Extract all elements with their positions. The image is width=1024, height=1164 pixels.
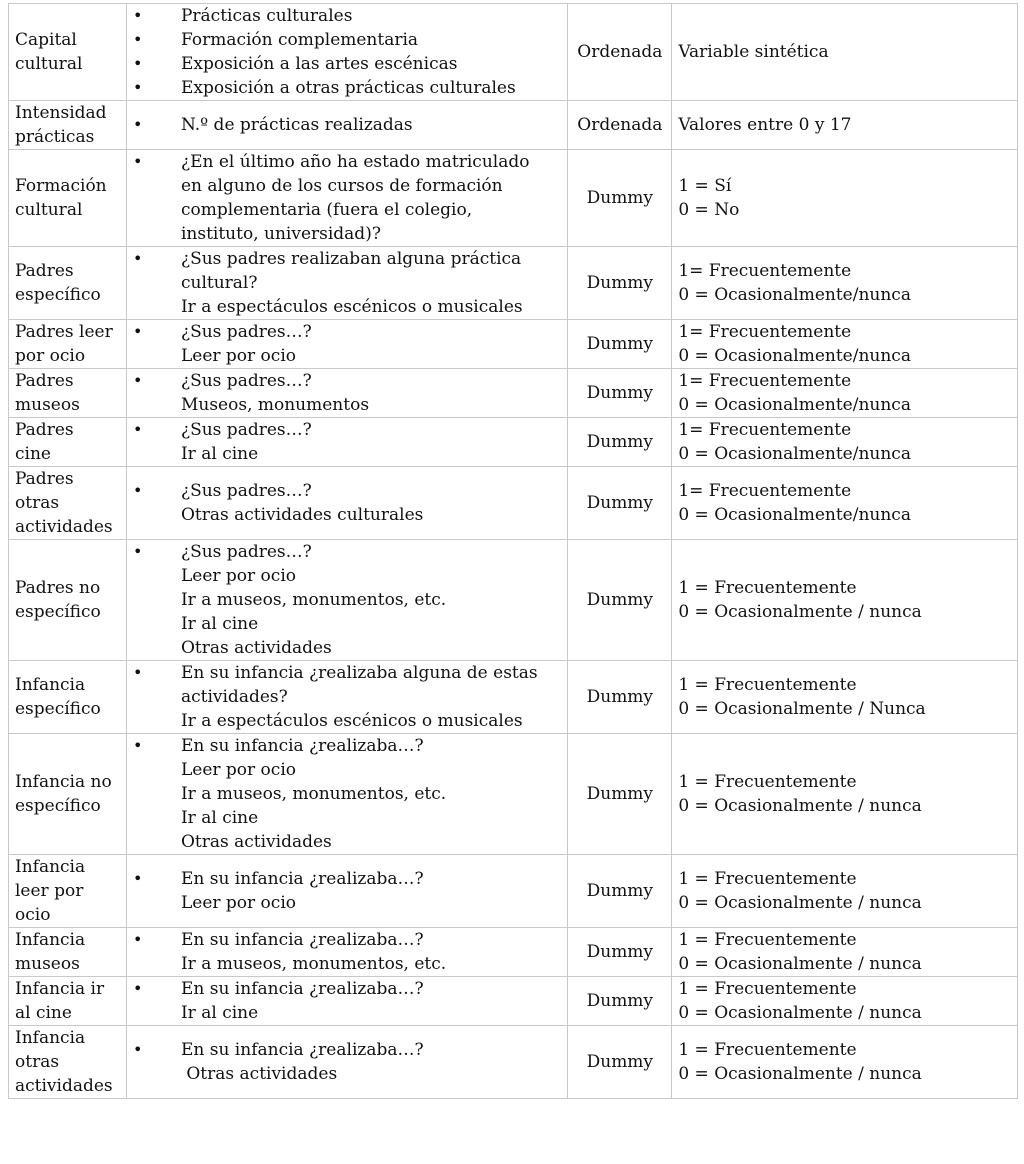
description-text: • N.º de prácticas realizadas [180, 115, 413, 135]
variable-name-line: actividades [15, 1076, 113, 1096]
variable-value-line: 1 = Frecuentemente [678, 772, 857, 792]
variable-name-cell [9, 418, 127, 467]
description-text: • ¿En el último año ha estado matriculado [180, 152, 530, 172]
variable-value-line: 1 = Frecuentemente [678, 578, 857, 598]
variable-name-line: otras [15, 493, 60, 513]
variable-name-cell [9, 540, 127, 661]
description-text: Ir al cine [180, 1003, 259, 1023]
table-row [9, 928, 1018, 977]
description-continuation-line [133, 891, 561, 915]
variable-value-line: 1= Frecuentemente [678, 371, 852, 391]
variable-name-line: actividades [15, 517, 113, 537]
description-continuation-line [133, 564, 561, 588]
description-list [133, 247, 561, 319]
description-text: Leer por ocio [180, 760, 296, 780]
description-text: • ¿Sus padres…? [180, 542, 312, 562]
description-text: • ¿Sus padres…? [180, 481, 312, 501]
description-bullet-item [133, 977, 561, 1001]
description-text: Leer por ocio [180, 566, 296, 586]
description-list [133, 928, 561, 976]
variable-values-cell [672, 467, 1018, 540]
description-bullet-item [133, 150, 561, 174]
description-continuation-line [133, 636, 561, 660]
description-text: Ir a museos, monumentos, etc. [180, 590, 447, 610]
description-text: Museos, monumentos [180, 395, 370, 415]
variable-value-line: Valores entre 0 y 17 [678, 115, 852, 135]
variable-name-cell [9, 4, 127, 101]
table-row [9, 4, 1018, 101]
variable-name-line: Intensidad [15, 103, 107, 123]
variable-name-line: Infancia [15, 675, 86, 695]
table-row [9, 661, 1018, 734]
variable-type-cell: Dummy [568, 540, 672, 661]
description-cell [126, 4, 567, 101]
description-cell [126, 928, 567, 977]
variable-name-line: Padres [15, 469, 74, 489]
variable-value-line: 1 = Frecuentemente [678, 1040, 857, 1060]
description-list [133, 113, 561, 137]
description-text: • Formación complementaria [180, 30, 419, 50]
variable-type-cell: Dummy [568, 369, 672, 418]
variable-type-cell: Dummy [568, 150, 672, 247]
variable-name-cell [9, 150, 127, 247]
description-continuation-line [133, 198, 561, 222]
variable-value-line: 0 = Ocasionalmente/nunca [678, 444, 911, 464]
variable-value-line: 0 = No [678, 200, 740, 220]
description-cell [126, 1026, 567, 1099]
description-bullet-item [133, 867, 561, 891]
description-text: • Exposición a otras prácticas culturales [180, 78, 516, 98]
variable-values-cell [672, 928, 1018, 977]
description-text: • En su infancia ¿realizaba alguna de estas [180, 663, 538, 683]
description-continuation-line [133, 393, 561, 417]
description-continuation-line [133, 588, 561, 612]
variable-value-line: 1= Frecuentemente [678, 261, 852, 281]
table-row [9, 855, 1018, 928]
description-text: • En su infancia ¿realizaba…? [180, 979, 424, 999]
variable-type-cell: Dummy [568, 855, 672, 928]
description-text: • En su infancia ¿realizaba…? [180, 869, 424, 889]
description-continuation-line [133, 442, 561, 466]
variable-type-cell: Dummy [568, 1026, 672, 1099]
description-continuation-line [133, 503, 561, 527]
description-text: • En su infancia ¿realizaba…? [180, 1040, 424, 1060]
variable-values-cell [672, 101, 1018, 150]
description-text: • ¿Sus padres…? [180, 322, 312, 342]
description-text: • Prácticas culturales [180, 6, 353, 26]
variable-value-line: 1 = Frecuentemente [678, 930, 857, 950]
description-list [133, 150, 561, 246]
description-text: actividades? [180, 687, 288, 707]
description-text: Ir al cine [180, 808, 259, 828]
description-continuation-line [133, 612, 561, 636]
description-list [133, 369, 561, 417]
variable-name-line: Infancia no [15, 772, 112, 792]
description-list [133, 418, 561, 466]
description-text: Leer por ocio [180, 893, 296, 913]
variable-name-cell [9, 734, 127, 855]
description-continuation-line [133, 1001, 561, 1025]
description-text: Ir al cine [180, 614, 259, 634]
variable-name-cell [9, 855, 127, 928]
description-cell [126, 540, 567, 661]
variable-values-cell [672, 1026, 1018, 1099]
variable-name-line: museos [15, 395, 80, 415]
variable-type-cell: Dummy [568, 467, 672, 540]
variable-values-cell [672, 150, 1018, 247]
description-bullet-item [133, 52, 561, 76]
variable-name-line: por ocio [15, 346, 86, 366]
variable-values-cell [672, 855, 1018, 928]
description-continuation-line [133, 344, 561, 368]
description-text: Otras actividades [180, 832, 332, 852]
description-cell [126, 369, 567, 418]
description-bullet-item [133, 734, 561, 758]
variable-value-line: Variable sintética [678, 42, 829, 62]
variable-value-line: 0 = Ocasionalmente/nunca [678, 285, 911, 305]
description-text: Ir a espectáculos escénicos o musicales [180, 711, 523, 731]
variable-value-line: 0 = Ocasionalmente / nunca [678, 1003, 922, 1023]
description-cell [126, 101, 567, 150]
description-bullet-item [133, 418, 561, 442]
variable-value-line: 0 = Ocasionalmente / nunca [678, 954, 922, 974]
variable-name-cell [9, 661, 127, 734]
variable-values-cell [672, 369, 1018, 418]
variables-table-body [9, 4, 1018, 1099]
variable-name-cell [9, 101, 127, 150]
variable-name-line: Infancia [15, 857, 86, 877]
description-continuation-line [133, 174, 561, 198]
table-row [9, 1026, 1018, 1099]
variable-name-line: Padres [15, 261, 74, 281]
description-text: • Exposición a las artes escénicas [180, 54, 458, 74]
variable-value-line: 1= Frecuentemente [678, 322, 852, 342]
variable-values-cell [672, 320, 1018, 369]
description-list [133, 479, 561, 527]
description-text: Otras actividades culturales [180, 505, 424, 525]
description-continuation-line [133, 830, 561, 854]
variable-name-cell [9, 467, 127, 540]
variable-name-line: específico [15, 796, 101, 816]
variable-name-line: Padres leer [15, 322, 113, 342]
variable-name-line: cultural [15, 54, 83, 74]
description-text: complementaria (fuera el colegio, [180, 200, 473, 220]
description-list [133, 734, 561, 854]
variable-value-line: 0 = Ocasionalmente / nunca [678, 602, 922, 622]
variable-name-line: museos [15, 954, 80, 974]
variable-value-line: 0 = Ocasionalmente / nunca [678, 1064, 922, 1084]
description-continuation-line [133, 295, 561, 319]
variable-value-line: 0 = Ocasionalmente / nunca [678, 893, 922, 913]
description-bullet-item [133, 369, 561, 393]
variable-type-cell: Dummy [568, 418, 672, 467]
variable-type-cell: Dummy [568, 247, 672, 320]
description-cell [126, 247, 567, 320]
description-list [133, 977, 561, 1025]
variable-value-line: 1= Frecuentemente [678, 420, 852, 440]
description-bullet-item [133, 28, 561, 52]
description-text: Ir a museos, monumentos, etc. [180, 784, 447, 804]
variable-value-line: 1= Frecuentemente [678, 481, 852, 501]
variable-values-cell [672, 247, 1018, 320]
variable-name-line: Padres [15, 420, 74, 440]
description-text: • En su infancia ¿realizaba…? [180, 736, 424, 756]
variable-name-line: cine [15, 444, 51, 464]
description-cell [126, 661, 567, 734]
variable-name-cell [9, 1026, 127, 1099]
description-bullet-item [133, 320, 561, 344]
description-cell [126, 320, 567, 369]
variable-value-line: 1 = Sí [678, 176, 732, 196]
description-text: cultural? [180, 273, 258, 293]
description-list [133, 4, 561, 100]
description-cell [126, 467, 567, 540]
table-row [9, 150, 1018, 247]
description-cell [126, 734, 567, 855]
description-bullet-item [133, 76, 561, 100]
variable-value-line: 0 = Ocasionalmente / nunca [678, 796, 922, 816]
variable-value-line: 1 = Frecuentemente [678, 869, 857, 889]
variable-name-line: prácticas [15, 127, 95, 147]
variable-name-line: al cine [15, 1003, 72, 1023]
table-row [9, 467, 1018, 540]
description-continuation-line [133, 758, 561, 782]
variable-name-line: ocio [15, 905, 51, 925]
variable-name-line: Padres [15, 371, 74, 391]
variable-name-line: específico [15, 285, 101, 305]
description-text: Otras actividades [180, 638, 332, 658]
table-row [9, 418, 1018, 467]
description-continuation-line [133, 222, 561, 246]
description-bullet-item [133, 247, 561, 271]
variable-values-cell [672, 4, 1018, 101]
description-continuation-line [133, 709, 561, 733]
variable-name-line: Infancia ir [15, 979, 105, 999]
variable-values-cell [672, 661, 1018, 734]
variable-name-line: Infancia [15, 930, 86, 950]
variable-name-line: leer por [15, 881, 84, 901]
description-list [133, 540, 561, 660]
table-row [9, 977, 1018, 1026]
table-row [9, 540, 1018, 661]
variable-name-cell [9, 369, 127, 418]
variable-value-line: 0 = Ocasionalmente / Nunca [678, 699, 926, 719]
table-row [9, 734, 1018, 855]
description-text: Ir a museos, monumentos, etc. [180, 954, 447, 974]
variable-name-line: Infancia [15, 1028, 86, 1048]
description-bullet-item [133, 4, 561, 28]
description-cell [126, 977, 567, 1026]
description-continuation-line [133, 685, 561, 709]
variable-type-cell: Dummy [568, 928, 672, 977]
description-bullet-item [133, 661, 561, 685]
variable-name-line: específico [15, 699, 101, 719]
variable-name-line: Capital [15, 30, 77, 50]
variable-value-line: 0 = Ocasionalmente/nunca [678, 346, 911, 366]
table-row [9, 369, 1018, 418]
description-cell [126, 418, 567, 467]
description-text: • ¿Sus padres…? [180, 420, 312, 440]
variable-name-cell [9, 977, 127, 1026]
variable-values-cell [672, 540, 1018, 661]
description-continuation-line [133, 1062, 561, 1086]
description-bullet-item [133, 479, 561, 503]
description-cell [126, 150, 567, 247]
variable-type-cell: Dummy [568, 661, 672, 734]
description-list [133, 867, 561, 915]
description-text: Ir al cine [180, 444, 259, 464]
variable-type-cell: Ordenada [568, 4, 672, 101]
description-text: Leer por ocio [180, 346, 296, 366]
description-text: Ir a espectáculos escénicos o musicales [180, 297, 523, 317]
description-text: instituto, universidad)? [180, 224, 381, 244]
description-text: en alguno de los cursos de formación [180, 176, 503, 196]
variables-table [8, 3, 1018, 1099]
description-text: • ¿Sus padres…? [180, 371, 312, 391]
variable-value-line: 1 = Frecuentemente [678, 979, 857, 999]
table-row [9, 247, 1018, 320]
description-bullet-item [133, 928, 561, 952]
description-continuation-line [133, 952, 561, 976]
variable-name-line: cultural [15, 200, 83, 220]
variable-values-cell [672, 977, 1018, 1026]
variable-name-line: Formación [15, 176, 107, 196]
description-text: • En su infancia ¿realizaba…? [180, 930, 424, 950]
variable-name-cell [9, 928, 127, 977]
description-continuation-line [133, 806, 561, 830]
variable-name-line: otras [15, 1052, 60, 1072]
description-list [133, 661, 561, 733]
description-bullet-item [133, 1038, 561, 1062]
description-text: Otras actividades [180, 1064, 338, 1084]
description-bullet-item [133, 113, 561, 137]
description-cell [126, 855, 567, 928]
variable-type-cell: Dummy [568, 734, 672, 855]
variable-type-cell: Dummy [568, 977, 672, 1026]
variable-value-line: 1 = Frecuentemente [678, 675, 857, 695]
variable-name-cell [9, 247, 127, 320]
description-continuation-line [133, 271, 561, 295]
variable-type-cell: Ordenada [568, 101, 672, 150]
variable-name-line: Padres no [15, 578, 101, 598]
description-list [133, 1038, 561, 1086]
variable-values-cell [672, 734, 1018, 855]
variable-values-cell [672, 418, 1018, 467]
table-row [9, 101, 1018, 150]
table-row [9, 320, 1018, 369]
variable-type-cell: Dummy [568, 320, 672, 369]
variable-name-cell [9, 320, 127, 369]
description-list [133, 320, 561, 368]
variable-value-line: 0 = Ocasionalmente/nunca [678, 505, 911, 525]
variable-name-line: específico [15, 602, 101, 622]
description-continuation-line [133, 782, 561, 806]
description-bullet-item [133, 540, 561, 564]
variable-value-line: 0 = Ocasionalmente/nunca [678, 395, 911, 415]
description-text: • ¿Sus padres realizaban alguna práctica [180, 249, 522, 269]
